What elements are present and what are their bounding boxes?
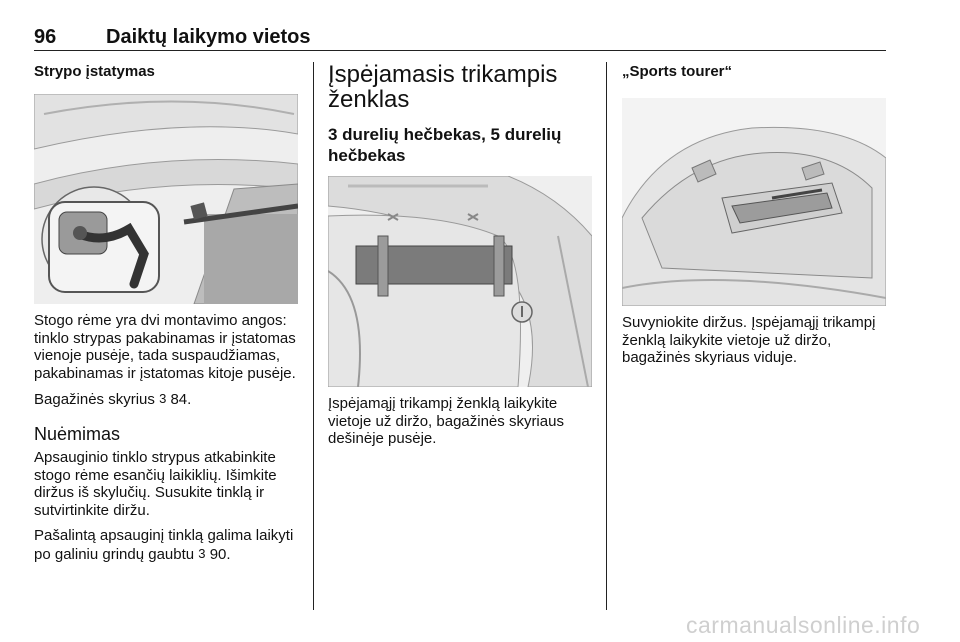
- luggage-ref-label: Bagažinės skyrius: [34, 391, 160, 409]
- hatchback-triangle-illustration: [328, 176, 592, 387]
- storage-ref-page[interactable]: 90.: [205, 545, 231, 563]
- watermark: carmanualsonline.info: [686, 612, 921, 638]
- luggage-ref-page[interactable]: 84.: [166, 391, 192, 409]
- storage-text: [34, 527, 298, 563]
- sports-tourer-triangle-illustration: [622, 98, 886, 306]
- chapter-title: Daiktų laikymo vietos: [106, 26, 311, 48]
- column-divider-left: [313, 62, 314, 610]
- page-header: [34, 10, 886, 50]
- column-right: [622, 62, 886, 367]
- storage-text-body: Pašalintą apsauginį tinklą galima laikyti po galiniu grindų gaubtu: [34, 527, 294, 563]
- header-rule: [34, 50, 886, 51]
- rod-install-heading: Strypo įstatymas: [34, 63, 155, 80]
- hatchback-heading: 3 durelių hečbekas, 5 durelių hečbekas: [328, 125, 562, 165]
- sports-tourer-text: Suvyniokite diržus. Įspėjamąjį trikampį ženklą laikykite vietoje už diržo, bagažinės skyriaus viduje.: [622, 314, 876, 367]
- luggage-ref-text: [34, 390, 298, 409]
- removal-heading: Nuėmimas: [34, 423, 121, 444]
- column-divider-right: [606, 62, 607, 610]
- page-ref-icon: 3: [198, 545, 206, 561]
- column-middle: [328, 62, 592, 448]
- page-ref-icon: 3: [159, 391, 167, 407]
- rod-install-text: Stogo rėme yra dvi montavimo angos: tinklo strypas pakabinamas ir įstatomas vienoje pusėje, tada suspaudžiamas, pakabinamas ir įstatomas kitoje pusėje.: [34, 312, 296, 382]
- warning-triangle-heading: Įspėjamasis trikampis ženklas: [328, 61, 558, 113]
- sports-tourer-heading: „Sports tourer“: [622, 63, 733, 80]
- column-left: [34, 62, 298, 564]
- removal-text: Apsauginio tinklo strypus atkabinkite stogo rėme esančių laikiklių. Išimkite diržus iš skylučių. Susukite tinklą ir sutvirtinkite diržu.: [34, 448, 277, 519]
- hatchback-text: Įspėjamąjį trikampį ženklą laikykite vietoje už diržo, bagažinės skyriaus dešinėje pusėje.: [328, 395, 564, 448]
- page-number: 96: [34, 26, 57, 48]
- rod-install-illustration: [34, 94, 298, 304]
